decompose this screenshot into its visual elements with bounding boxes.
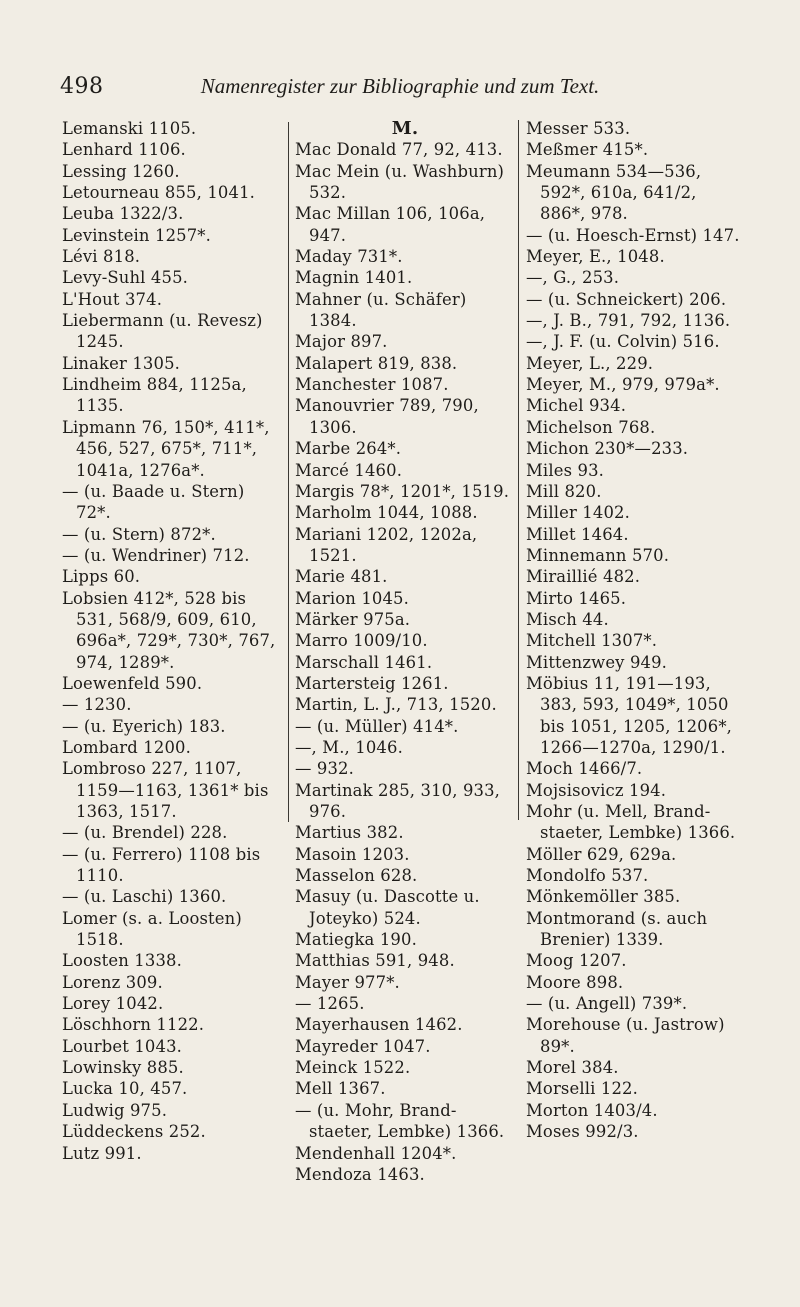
index-entry: — 1230. <box>62 695 132 715</box>
index-entry: —, J. B., 791, 792, 1136. <box>526 311 731 331</box>
index-entry: Mayer 977*. <box>295 972 400 992</box>
index-entry: Michelson 768. <box>526 417 656 437</box>
index-entry: Lévi 818. <box>62 247 141 267</box>
index-entry: Lorenz 309. <box>62 972 163 992</box>
index-entry: Lipps 60. <box>62 567 141 587</box>
index-entry: — (u. Brendel) 228. <box>62 823 228 843</box>
index-entry: Masuy (u. Dascotte u. Joteyko) 524. <box>295 887 480 928</box>
index-entry: Morselli 122. <box>526 1079 638 1099</box>
index-entry: Meumann 534—536, 592*, 610a, 641/2, 886*, 978. <box>526 161 702 224</box>
index-entry: — (u. Eyerich) 183. <box>62 716 226 736</box>
index-entry: — (u. Baade u. Stern) 72*. <box>62 481 245 523</box>
index-entry: Magnin 1401. <box>295 268 413 288</box>
index-entry: Märker 975a. <box>295 609 411 629</box>
index-entry: Manouvrier 789, 790, 1306. <box>295 396 479 437</box>
index-entry: Mac Mein (u. Washburn) 532. <box>295 161 505 203</box>
index-entry: Marro 1009/10. <box>295 631 428 651</box>
index-entry: Martius 382. <box>295 823 404 843</box>
index-entry: Mill 820. <box>526 481 602 501</box>
index-entry: Miller 1402. <box>526 503 630 523</box>
index-entry: Lenhard 1106. <box>62 140 186 160</box>
index-entry: Moore 898. <box>526 972 624 992</box>
index-entry: Matthias 591, 948. <box>295 951 455 971</box>
index-entry: Lutz 991. <box>62 1143 142 1163</box>
index-entry: Moog 1207. <box>526 951 627 971</box>
index-entry: Levinstein 1257*. <box>62 225 212 245</box>
index-entry: Mittenzwey 949. <box>526 652 668 672</box>
index-entry: Mahner (u. Schäfer) 1384. <box>295 289 467 331</box>
index-entry: — 932. <box>295 759 354 779</box>
index-entry: Mell 1367. <box>295 1079 386 1099</box>
index-entry: — (u. Ferrero) 1108 bis 1110. <box>62 844 261 886</box>
index-entry: Lipmann 76, 150*, 411*, 456, 527, 675*, 711*, 1041a, 1276a*. <box>62 417 270 480</box>
index-entry: Mariani 1202, 1202a, 1521. <box>295 524 478 565</box>
index-entry: Mojsisovicz 194. <box>526 780 667 800</box>
index-entry: Maday 731*. <box>295 247 403 267</box>
index-entry: Löschhorn 1122. <box>62 1015 205 1035</box>
index-entry: Meyer, L., 229. <box>526 353 654 373</box>
column-divider-right <box>518 120 519 820</box>
index-entry: Mayerhausen 1462. <box>295 1015 463 1035</box>
index-entry: — (u. Angell) 739*. <box>526 994 688 1014</box>
index-entry: Lucka 10, 457. <box>62 1079 188 1099</box>
index-entry: Mohr (u. Mell, Brand-staeter, Lembke) 1366. <box>526 802 736 843</box>
index-entry: L'Hout 374. <box>62 289 163 309</box>
index-entry: Martin, L. J., 713, 1520. <box>295 695 497 715</box>
index-entry: Millet 1464. <box>526 524 629 544</box>
index-entry: Misch 44. <box>526 609 609 629</box>
index-entry: Mac Donald 77, 92, 413. <box>295 140 503 160</box>
running-header <box>0 70 800 102</box>
index-entry: Martersteig 1261. <box>295 673 449 693</box>
index-entry: Lombroso 227, 1107, 1159—1163, 1361* bis 1363, 1517. <box>62 759 269 821</box>
index-entry: Meyer, M., 979, 979a*. <box>526 375 720 395</box>
index-entry: Lemanski 1105. <box>62 119 197 138</box>
index-entry: —, J. F. (u. Colvin) 516. <box>526 332 720 352</box>
index-entry: Marie 481. <box>295 567 388 587</box>
index-entry: Michon 230*—233. <box>526 439 689 459</box>
index-entry: — 1265. <box>295 994 365 1014</box>
index-entry: Lombard 1200. <box>62 737 191 757</box>
index-entry: Mayreder 1047. <box>295 1036 431 1056</box>
index-entry: Lobsien 412*, 528 bis 531, 568/9, 609, 610, 696a*, 729*, 730*, 767, 974, 1289*. <box>62 588 276 672</box>
index-entry: Marbe 264*. <box>295 439 402 459</box>
index-column-3 <box>526 118 746 1143</box>
index-entry: Masselon 628. <box>295 866 418 886</box>
index-entry: Mirto 1465. <box>526 588 627 608</box>
index-entry: Ludwig 975. <box>62 1100 168 1120</box>
index-entry: Miles 93. <box>526 460 605 480</box>
index-entry: Montmorand (s. auch Brenier) 1339. <box>526 908 708 950</box>
index-entry: Minnemann 570. <box>526 545 670 565</box>
index-entry: Mondolfo 537. <box>526 866 649 886</box>
section-heading: M. <box>391 118 419 139</box>
index-entry: Marholm 1044, 1088. <box>295 503 478 523</box>
index-entry: Lüddeckens 252. <box>62 1122 206 1142</box>
index-entry: Lourbet 1043. <box>62 1036 183 1056</box>
index-entry: Margis 78*, 1201*, 1519. <box>295 481 510 501</box>
index-entry: Mitchell 1307*. <box>526 631 658 651</box>
index-entry: Manchester 1087. <box>295 375 449 395</box>
index-entry: Mendoza 1463. <box>295 1164 425 1184</box>
index-entry: Lowinsky 885. <box>62 1058 184 1078</box>
index-entry: Möbius 11, 191—193, 383, 593, 1049*, 1050 bis 1051, 1205, 1206*, 1266—1270a, 1290/1. <box>526 673 733 757</box>
index-entry: Morton 1403/4. <box>526 1100 658 1120</box>
index-entry: Loewenfeld 590. <box>62 673 203 693</box>
page-number: 498 <box>60 74 104 99</box>
index-entry: Masoin 1203. <box>295 844 410 864</box>
index-entry: Meinck 1522. <box>295 1058 411 1078</box>
index-entry: Mendenhall 1204*. <box>295 1143 457 1163</box>
index-entry: Lorey 1042. <box>62 994 164 1014</box>
index-entry: Major 897. <box>295 332 388 352</box>
index-entry: Moch 1466/7. <box>526 759 643 779</box>
index-entry: Moses 992/3. <box>526 1122 639 1142</box>
index-entry: Levy-Suhl 455. <box>62 268 189 288</box>
index-entry: Messer 533. <box>526 119 631 138</box>
index-entry: Miraillié 482. <box>526 567 641 587</box>
index-entry: —, M., 1046. <box>295 737 403 757</box>
index-entry: Mönkemöller 385. <box>526 887 681 907</box>
index-entry: Lindheim 884, 1125a, 1135. <box>62 375 247 416</box>
index-column-2 <box>295 118 515 1185</box>
index-entry: Marion 1045. <box>295 588 409 608</box>
index-entry: Leuba 1322/3. <box>62 204 184 224</box>
index-entry: Möller 629, 629a. <box>526 844 677 864</box>
index-entry: — (u. Wendriner) 712. <box>62 545 250 565</box>
index-entry: Marschall 1461. <box>295 652 433 672</box>
index-entry: Linaker 1305. <box>62 353 181 373</box>
index-entry: Marcé 1460. <box>295 460 403 480</box>
index-entry: Michel 934. <box>526 396 627 416</box>
index-entry: Meßmer 415*. <box>526 140 649 160</box>
index-entry: — (u. Laschi) 1360. <box>62 887 227 907</box>
index-entry: Meyer, E., 1048. <box>526 247 665 267</box>
index-entry: Matiegka 190. <box>295 930 417 950</box>
index-entry: Morel 384. <box>526 1058 619 1078</box>
index-entry: — (u. Hoesch-Ernst) 147. <box>526 225 740 245</box>
index-entry: Letourneau 855, 1041. <box>62 183 256 203</box>
index-entry: — (u. Müller) 414*. <box>295 716 459 736</box>
index-entry: — (u. Schneickert) 206. <box>526 289 727 309</box>
running-title: Namenregister zur Bibliographie und zum Text. <box>200 74 600 98</box>
index-entry: Morehouse (u. Jastrow) 89*. <box>526 1015 725 1056</box>
index-entry: —, G., 253. <box>526 268 620 288</box>
index-entry: Malapert 819, 838. <box>295 353 458 373</box>
index-entry: Lomer (s. a. Loosten) 1518. <box>62 908 242 950</box>
index-entry: Martinak 285, 310, 933, 976. <box>295 780 501 821</box>
index-entry: — (u. Stern) 872*. <box>62 524 216 544</box>
index-column-1 <box>62 118 282 1164</box>
index-entry: Liebermann (u. Revesz) 1245. <box>62 311 263 352</box>
index-entry: Mac Millan 106, 106a, 947. <box>295 204 486 245</box>
index-entry: Lessing 1260. <box>62 161 180 181</box>
index-entry: — (u. Mohr, Brand-staeter, Lembke) 1366. <box>295 1100 505 1142</box>
column-divider-left <box>288 122 289 822</box>
index-entry: Loosten 1338. <box>62 951 182 971</box>
